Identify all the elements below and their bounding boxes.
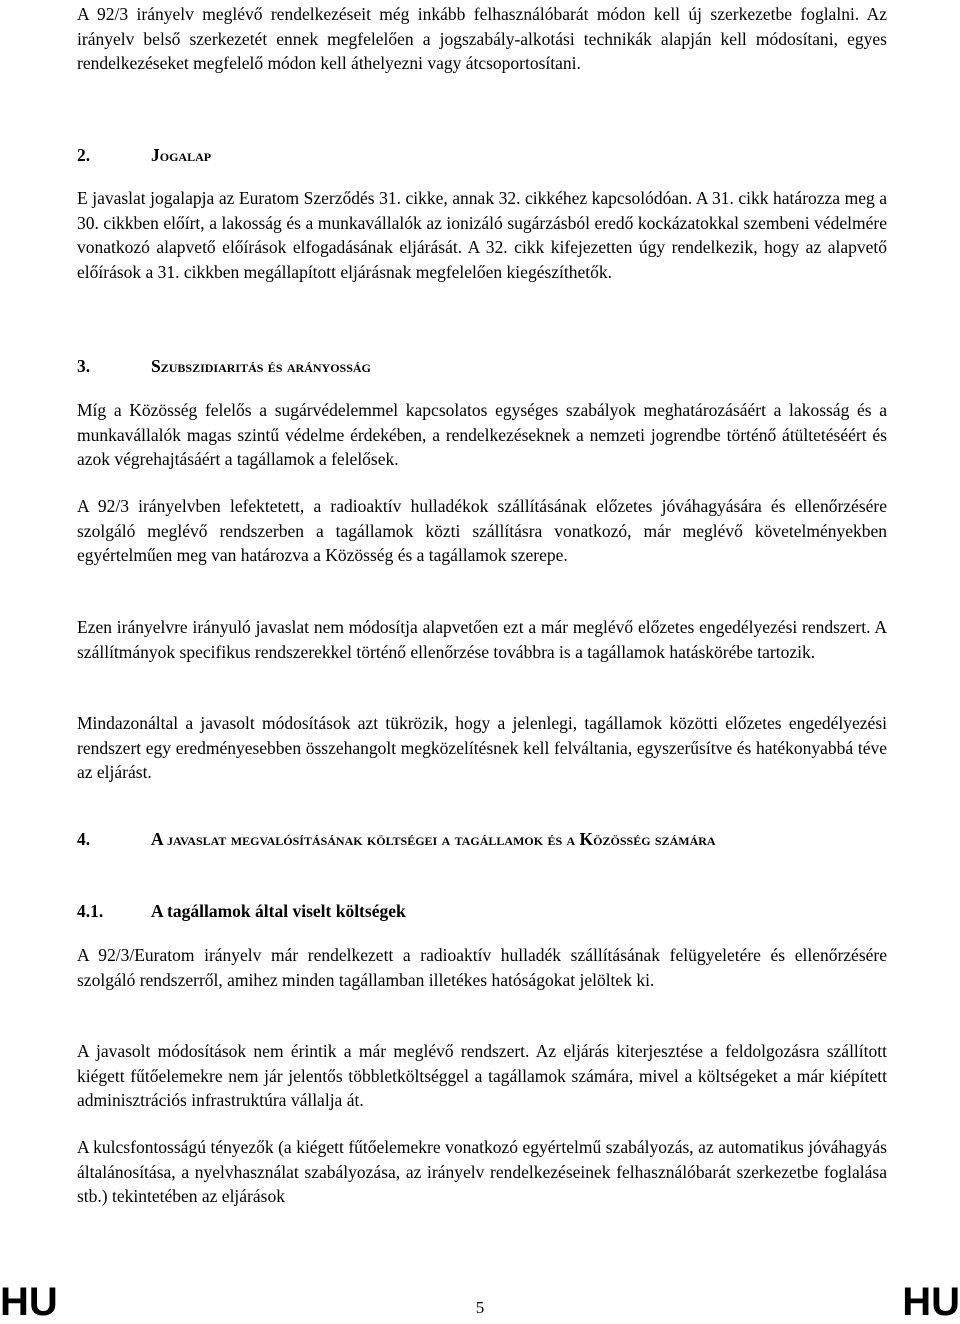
paragraph-authorisation-system: Ezen irányelvre irányuló javaslat nem módosítja alapvetően ezt a már meglévő előzetes engedélyezési rendszert. A szállítmányok specifikus rendszerekkel történő ellenőrzése továbbra is a tagállamok hatáskörébe tartozik.	[77, 617, 887, 662]
page-number: 5	[475, 1298, 485, 1317]
section-title: Szubszidiaritás és arányosság	[151, 356, 371, 376]
paragraph-subsidiarity: Míg a Közösség felelős a sugárvédelemmel kapcsolatos egységes szabályok meghatározásáért a lakosság és a munkavállalók magas szintű védelme érdekében, a rendelkezéseknek a nemzeti jogrendbe történő átültetéséért és azok végrehajtásáért a tagállamok a felelősek.	[77, 400, 887, 469]
section-number: 4.	[77, 829, 91, 849]
footer-language-label-left: HU	[0, 1280, 58, 1324]
section-title: A tagállamok által viselt költségek	[151, 901, 406, 921]
paragraph-intro-continuation: A 92/3 irányelv meglévő rendelkezéseit még inkább felhasználóbarát módon kell új szerkezetbe foglalni. Az irányelv belső szerkezetét ennek megfelelően a jogszabály-alkotási technikák alapján kell módosítani, egyes rendelkezéseket megfelelő módon kell áthelyezni vagy átcsoportosítani.	[77, 4, 887, 73]
section-title: Jogalap	[151, 145, 212, 165]
section-title: A javaslat megvalósításának költségei a tagállamok és a Közösség számára	[151, 829, 716, 849]
paragraph-existing-requirements: A 92/3 irányelvben lefektetett, a radioaktív hulladékok szállításának előzetes jóváhagyására és ellenőrzésére szolgáló meglévő rendszerben a tagállamok közti szállításra vonatkozó, már meglévő követelményekben egyértelműen meg van határozva a Közösség és a tagállamok szerepe.	[77, 496, 887, 565]
paragraph-member-state-costs: A 92/3/Euratom irányelv már rendelkezett a radioaktív hulladék szállításának felügyeletére és ellenőrzésére szolgáló rendszerről, amihez minden tagállamban illetékes hatóságokat jelöltek ki.	[77, 945, 887, 990]
section-number: 4.1.	[77, 901, 104, 921]
paragraph-key-factors: A kulcsfontosságú tényezők (a kiégett fűtőelemekre vonatkozó egyértelmű szabályozás, az automatikus jóváhagyás általánosítása, a nyelvhasználat szabályozása, az irányelv rendelkezéseinek felhasználóbarát szerkezetbe foglalása stb.) tekintetében az eljárások	[77, 1137, 887, 1206]
paragraph-no-impact: A javasolt módosítások nem érintik a már meglévő rendszert. Az eljárás kiterjesztése a feldolgozásra szállított kiégett fűtőelemekre nem jár jelentős többletköltséggel a tagállamok számára, mivel a költségeket a már kiépített adminisztrációs infrastruktúra vállalja át.	[77, 1041, 887, 1110]
section-number: 2.	[77, 145, 91, 165]
footer-language-label-right: HU	[902, 1280, 960, 1324]
section-number: 3.	[77, 356, 91, 376]
paragraph-proposed-changes: Mindazonáltal a javasolt módosítások azt tükrözik, hogy a jelenlegi, tagállamok közötti előzetes engedélyezési rendszert egy eredményesebben összehangolt megközelítésnek kell felváltania, egyszerűsítve és hatékonyabbá téve az eljárást.	[77, 713, 887, 782]
section-heading-4	[77, 827, 887, 876]
paragraph-legal-basis: E javaslat jogalapja az Euratom Szerződés 31. cikke, annak 32. cikkéhez kapcsolódóan. A 31. cikk határozza meg a 30. cikkben előírt, a lakosság és a munkavállalók az ionizáló sugárzásból eredő kockázatokkal szembeni védelmére vonatkozó alapvető előírások elfogadásának eljárását. A 32. cikk kifejezetten úgy rendelkezik, hogy az alapvető előírások a 31. cikkben megállapított eljárásnak megfelelően kiegészíthetők.	[77, 188, 887, 282]
